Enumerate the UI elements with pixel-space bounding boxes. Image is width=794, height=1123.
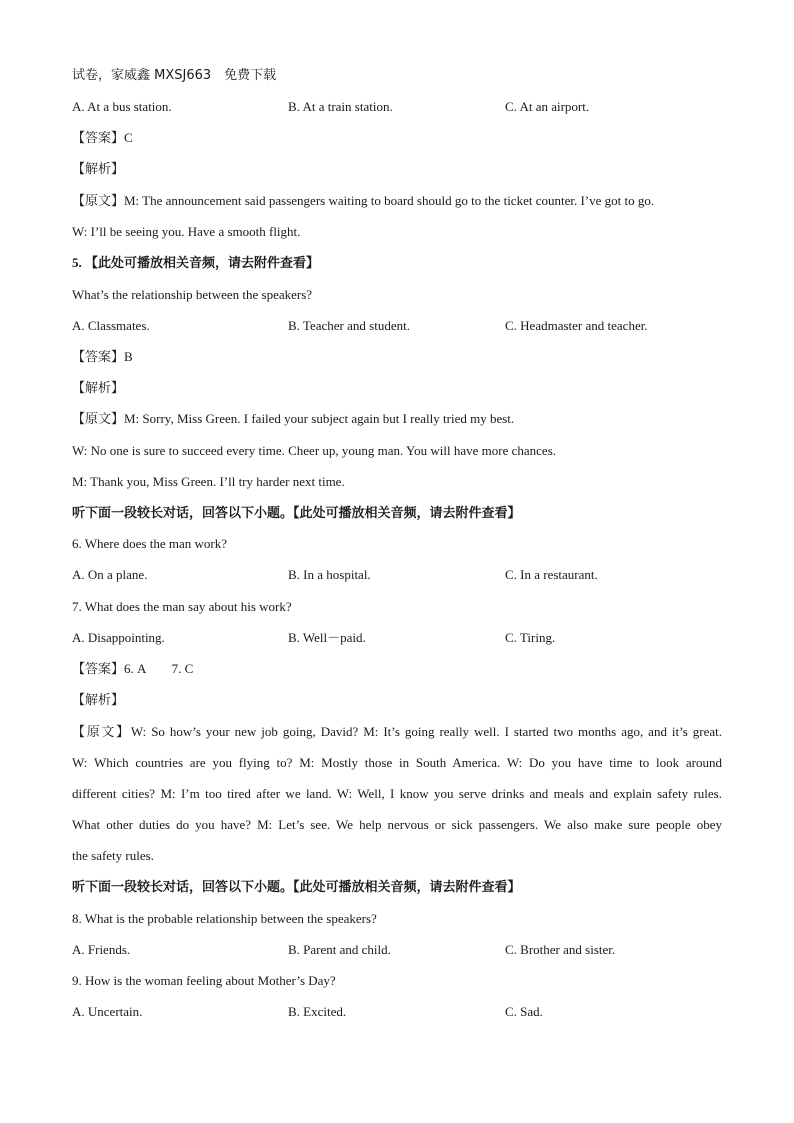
q4-option-b: B. At a train station. bbox=[288, 99, 393, 114]
q4-analysis-label: 【解析】 bbox=[72, 161, 125, 176]
q67-transcript bbox=[72, 716, 722, 871]
q4-option-a: A. At a bus station. bbox=[72, 99, 172, 114]
q5-option-b: B. Teacher and student. bbox=[288, 318, 410, 333]
q5-answer: 【答案】B bbox=[72, 349, 133, 364]
q9-option-c: C. Sad. bbox=[505, 1004, 543, 1019]
header-note: 试卷，家威鑫 MXSJ663 免费下载 bbox=[72, 68, 277, 83]
q67-transcript-line-4: What other duties do you have? M: Let’s see. We help nervous or sick passengers. We also make sure people obey bbox=[72, 817, 722, 832]
q6-question: 6. Where does the man work? bbox=[72, 536, 227, 551]
q7-option-a: A. Disappointing. bbox=[72, 630, 165, 645]
q5-transcript-line-1: 【原文】M: Sorry, Miss Green. I failed your subject again but I really tried my best. bbox=[72, 411, 515, 426]
q4-transcript-line-2: W: I’ll be seeing you. Have a smooth flight. bbox=[72, 224, 301, 239]
q67-transcript-line-2: W: Which countries are you flying to? M: Mostly those in South America. W: Do you have time to look around bbox=[72, 755, 722, 770]
q7-option-b: B. Well－paid. bbox=[288, 630, 366, 645]
q5-header: 5. 【此处可播放相关音频，请去附件查看】 bbox=[72, 255, 320, 270]
q6-option-a: A. On a plane. bbox=[72, 567, 148, 582]
q67-transcript-line-5: the safety rules. bbox=[72, 848, 154, 863]
q5-option-a: A. Classmates. bbox=[72, 318, 150, 333]
section-header-1: 听下面一段较长对话，回答以下小题。【此处可播放相关音频，请去附件查看】 bbox=[72, 505, 521, 520]
q5-analysis-label: 【解析】 bbox=[72, 380, 125, 395]
q6-option-c: C. In a restaurant. bbox=[505, 567, 598, 582]
q8-option-b: B. Parent and child. bbox=[288, 942, 391, 957]
q9-option-b: B. Excited. bbox=[288, 1004, 347, 1019]
q7-question: 7. What does the man say about his work? bbox=[72, 599, 292, 614]
q8-option-a: A. Friends. bbox=[72, 942, 131, 957]
q4-answer: 【答案】C bbox=[72, 130, 133, 145]
q5-question: What’s the relationship between the speakers? bbox=[72, 287, 313, 302]
q4-transcript-line-1: 【原文】M: The announcement said passengers waiting to board should go to the ticket counter. I’ve got to go. bbox=[72, 193, 655, 208]
q9-option-a: A. Uncertain. bbox=[72, 1004, 143, 1019]
q8-option-c: C. Brother and sister. bbox=[505, 942, 616, 957]
q6-option-b: B. In a hospital. bbox=[288, 567, 371, 582]
q9-question: 9. How is the woman feeling about Mother’s Day? bbox=[72, 973, 336, 988]
q7-option-c: C. Tiring. bbox=[505, 630, 556, 645]
q67-transcript-line-1: 【原文】W: So how’s your new job going, David? M: It’s going really well. I started two months ago, and it’s great. bbox=[72, 724, 722, 739]
q5-transcript-line-3: M: Thank you, Miss Green. I’ll try harder next time. bbox=[72, 474, 345, 489]
q5-option-c: C. Headmaster and teacher. bbox=[505, 318, 648, 333]
q67-transcript-line-3: different cities? M: I’m too tired after we land. W: Well, I know you serve drinks and meals and explain safety rules. bbox=[72, 786, 722, 801]
q4-option-c: C. At an airport. bbox=[505, 99, 590, 114]
q8-question: 8. What is the probable relationship between the speakers? bbox=[72, 911, 377, 926]
q5-transcript-line-2: W: No one is sure to succeed every time. Cheer up, young man. You will have more chances. bbox=[72, 443, 557, 458]
q67-answer: 【答案】6. A 7. C bbox=[72, 661, 194, 676]
section-header-2: 听下面一段较长对话，回答以下小题。【此处可播放相关音频，请去附件查看】 bbox=[72, 879, 521, 894]
q67-analysis-label: 【解析】 bbox=[72, 692, 125, 707]
